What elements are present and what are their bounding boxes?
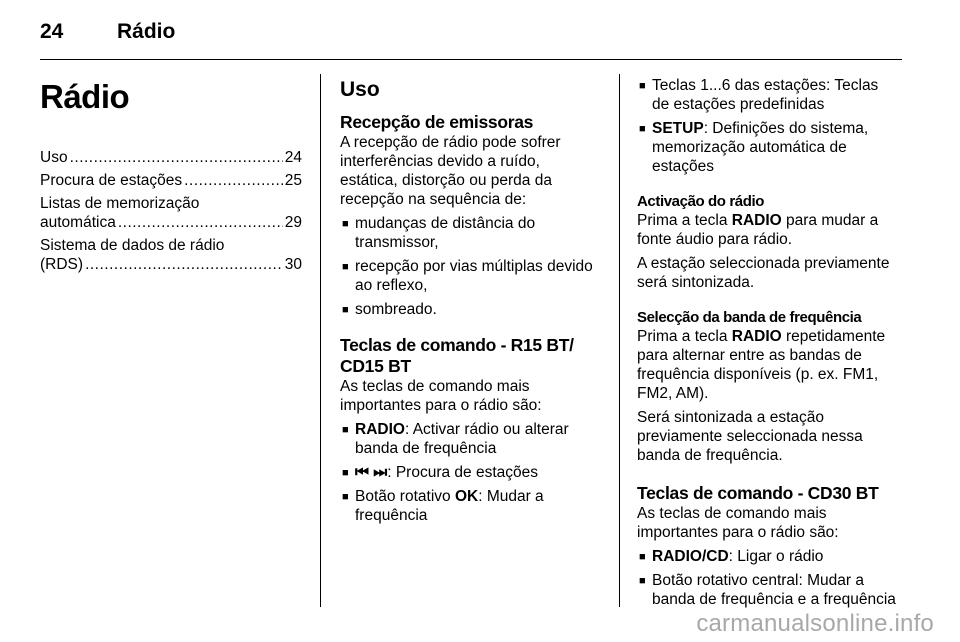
band-para <box>637 327 905 403</box>
list-item <box>637 547 905 566</box>
section-heading-uso: Uso <box>340 78 380 101</box>
list-item <box>340 214 604 252</box>
toc-page: 29 <box>284 214 302 231</box>
text-line: estática, distorção ou perda da <box>340 172 552 189</box>
column-2 <box>340 72 604 530</box>
toc-label-line: Listas de memorização <box>40 195 200 212</box>
text-line: Prima a tecla <box>637 328 732 345</box>
text-line: banda de frequência e a frequência <box>652 591 896 608</box>
bullet-icon: ■ <box>639 80 646 92</box>
text-line: fonte áudio para rádio. <box>637 231 793 248</box>
text-line: banda de frequência. <box>637 447 783 464</box>
text-line: para alternar entre as bandas de <box>637 347 862 364</box>
bullet-icon: ■ <box>342 491 349 503</box>
spacer <box>637 181 905 192</box>
text-line: ao reflexo, <box>355 277 428 294</box>
text-line: interferências devido a ruído, <box>340 153 540 170</box>
subheading-activation: Activação do rádio <box>637 193 765 210</box>
cd30-list <box>637 547 905 609</box>
seek-icon: ⏮ ⏭ <box>355 464 388 481</box>
chapter-title: Rádio <box>40 78 130 115</box>
toc-leader <box>118 213 283 232</box>
text-line: : Ligar o rádio <box>728 548 824 565</box>
column-divider-2 <box>619 74 620 607</box>
page-number: 24 <box>40 20 64 43</box>
list-item <box>340 420 604 458</box>
toc-label: (RDS) <box>40 256 84 273</box>
text-line: banda de frequência <box>355 440 497 457</box>
text-line: memorização automática de <box>652 139 847 156</box>
text-line: transmissor, <box>355 234 439 251</box>
toc-page: 25 <box>284 172 302 189</box>
subheading-controls-cd30: Teclas de comando - CD30 BT <box>637 483 879 503</box>
text-line: será sintonizada. <box>637 274 755 291</box>
text-line: CD15 BT <box>340 356 411 376</box>
list-item <box>340 257 604 295</box>
reception-intro <box>340 133 604 209</box>
text-line: sombreado. <box>355 301 437 318</box>
spacer <box>637 470 905 483</box>
list-item <box>637 119 905 176</box>
text-line: A recepção de rádio pode sofrer <box>340 134 561 151</box>
key-setup: SETUP <box>652 120 704 137</box>
key-radio: RADIO <box>731 328 782 345</box>
toc-leader <box>184 171 283 190</box>
band-para-2 <box>637 408 905 465</box>
subheading-reception: Recepção de emissoras <box>340 112 534 132</box>
column-divider-1 <box>320 74 321 607</box>
spacer <box>637 297 905 308</box>
bullet-icon: ■ <box>639 551 646 563</box>
text-line: FM2, AM). <box>637 385 709 402</box>
text-line: As teclas de comando mais <box>340 378 530 395</box>
text-line: recepção na sequência de: <box>340 191 527 208</box>
subheading-band: Selecção da banda de frequência <box>637 309 862 326</box>
text-line: : Mudar a <box>478 488 544 505</box>
interference-list <box>340 214 604 319</box>
bullet-icon: ■ <box>639 123 646 135</box>
list-item <box>340 463 604 482</box>
toc-line <box>40 255 302 274</box>
text-line: frequência disponíveis (p. ex. FM1, <box>637 366 879 383</box>
toc-line <box>40 148 302 167</box>
text-line: importantes para o rádio são: <box>637 524 839 541</box>
toc-leader <box>70 148 283 167</box>
text-line: Prima a tecla <box>637 212 732 229</box>
text-line: repetidamente <box>781 328 886 345</box>
key-radio: RADIO <box>731 212 782 229</box>
toc-label: Uso <box>40 149 68 166</box>
bullet-icon: ■ <box>342 304 349 316</box>
controls-intro <box>340 377 604 415</box>
key-ok: OK <box>454 488 479 505</box>
text-line: Teclas 1...6 das estações: Teclas <box>652 77 879 94</box>
activation-para <box>637 211 905 249</box>
text-line: frequência <box>355 507 428 524</box>
text-line: de estações predefinidas <box>652 96 825 113</box>
text-line: A estação seleccionada previamente <box>637 255 890 272</box>
text-line: para mudar a <box>781 212 879 229</box>
toc-entry-procura[interactable] <box>40 171 302 190</box>
text-line: importantes para o rádio são: <box>340 397 542 414</box>
spacer <box>340 324 604 335</box>
bullet-icon: ■ <box>342 424 349 436</box>
text-line: recepção por vias múltiplas devido <box>355 258 593 275</box>
toc-label: Procura de estações <box>40 172 183 189</box>
keys-list <box>637 76 905 176</box>
running-header: Rádio <box>117 20 176 43</box>
table-of-contents <box>40 148 302 274</box>
toc-leader <box>85 255 283 274</box>
toc-entry-rds[interactable] <box>40 236 302 274</box>
text-line: previamente seleccionada nessa <box>637 428 863 445</box>
list-item <box>637 76 905 114</box>
watermark-link[interactable]: carmanualsonline.info <box>696 610 934 637</box>
list-item <box>637 571 905 609</box>
bullet-icon: ■ <box>342 467 349 479</box>
bullet-icon: ■ <box>342 218 349 230</box>
text-line: Botão rotativo central: Mudar a <box>652 572 864 589</box>
toc-entry-listas[interactable] <box>40 194 302 232</box>
toc-label: automática <box>40 214 116 231</box>
column-3 <box>637 72 905 614</box>
text-line: : Definições do sistema, <box>703 120 869 137</box>
text-line: Botão rotativo <box>355 488 455 505</box>
text-line: As teclas de comando mais <box>637 505 827 522</box>
text-line: mudanças de distância do <box>355 215 536 232</box>
controls-list <box>340 420 604 525</box>
bullet-icon: ■ <box>342 261 349 273</box>
toc-line <box>40 171 302 190</box>
text-line: : Activar rádio ou alterar <box>404 421 569 438</box>
cd30-intro <box>637 504 905 542</box>
toc-label-line: Sistema de dados de rádio <box>40 237 225 254</box>
toc-entry-uso[interactable] <box>40 148 302 167</box>
key-radio-cd: RADIO/CD <box>652 548 729 565</box>
text-line: estações <box>652 158 715 175</box>
header-rule <box>40 59 902 60</box>
list-item <box>340 487 604 525</box>
activation-para-2 <box>637 254 905 292</box>
text-line: : Procura de estações <box>387 464 538 481</box>
toc-line <box>40 213 302 232</box>
text-line: Será sintonizada a estação <box>637 409 824 426</box>
column-1 <box>40 72 302 278</box>
list-item <box>340 300 604 319</box>
subheading-controls-r15 <box>340 335 604 377</box>
key-radio: RADIO <box>355 421 405 438</box>
toc-page: 30 <box>284 256 302 273</box>
toc-page: 24 <box>284 149 302 166</box>
bullet-icon: ■ <box>639 575 646 587</box>
text-line: Teclas de comando - R15 BT/ <box>340 335 574 355</box>
